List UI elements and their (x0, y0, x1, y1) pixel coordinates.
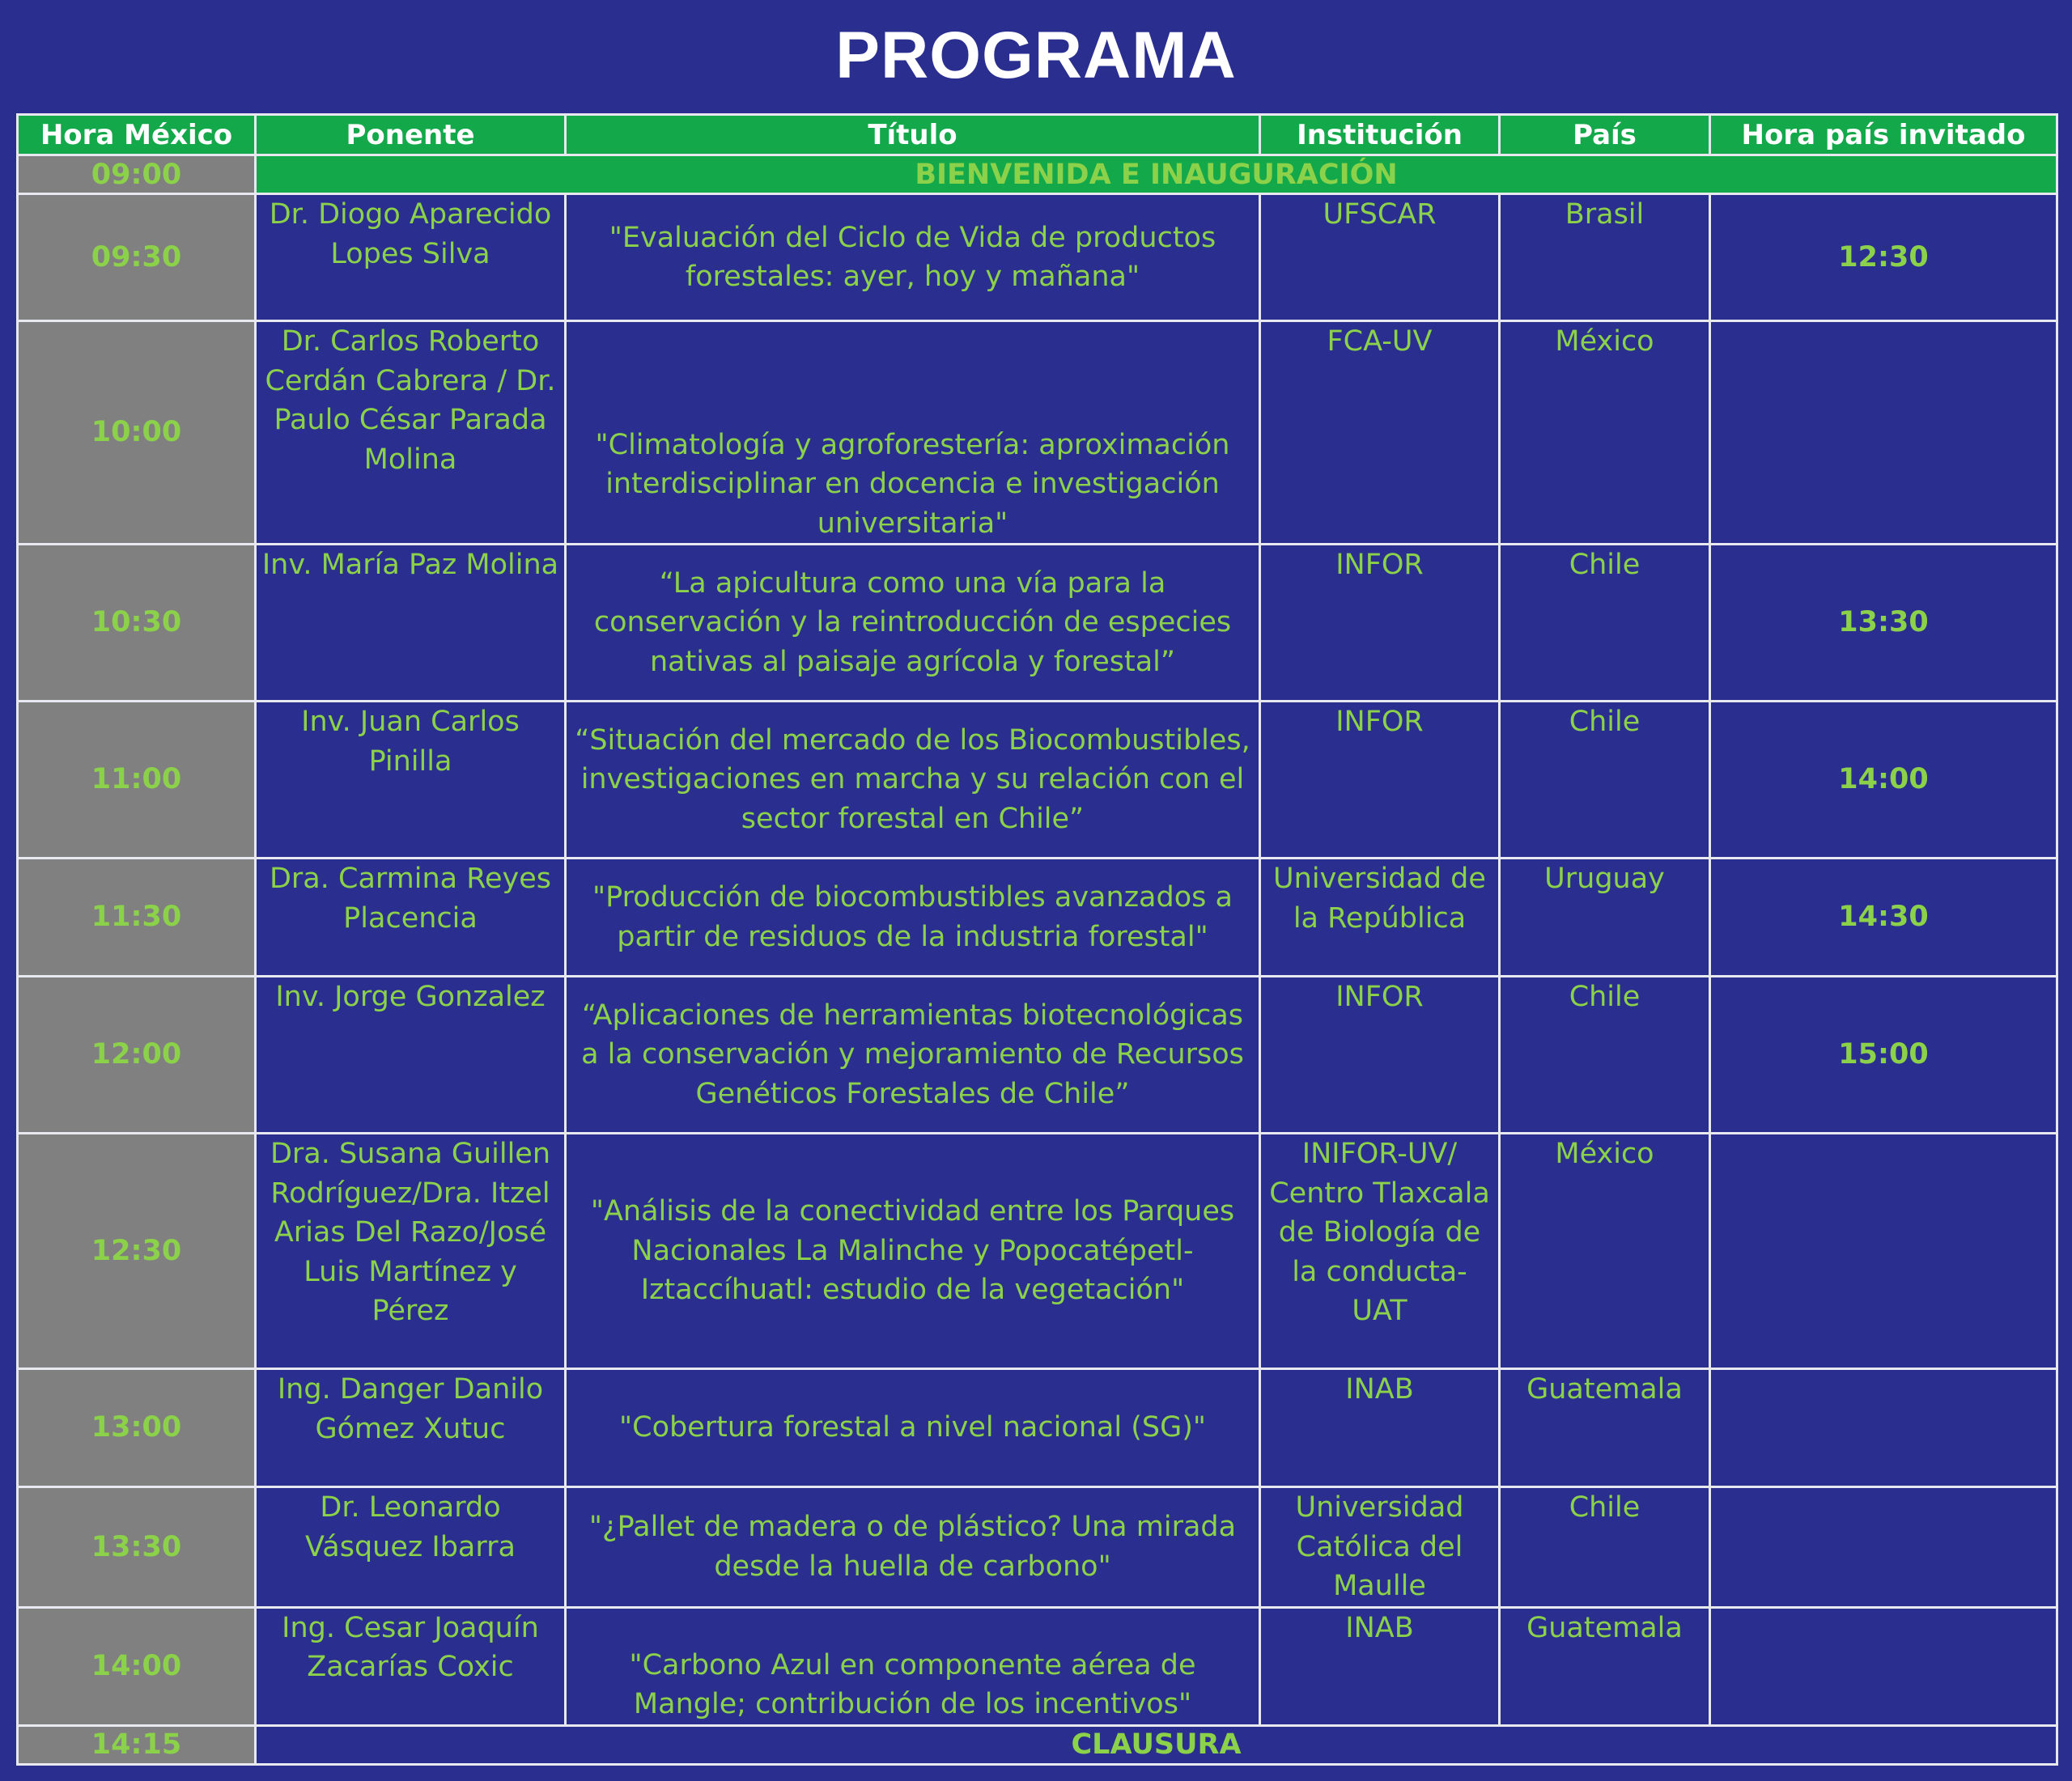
header-pais: País (1500, 115, 1710, 155)
table-row (18, 545, 2057, 702)
row-hora-invitado: 15:00 (1710, 977, 2057, 1134)
page-title: PROGRAMA (835, 19, 1237, 92)
table-row (18, 859, 2057, 977)
row-titulo: "Producción de biocombustibles avanzados a partir de residuos de la industria forestal" (566, 859, 1260, 977)
row-hora-invitado (1710, 1134, 2057, 1369)
header-institucion: Institución (1260, 115, 1500, 155)
row-titulo: "Cobertura forestal a nivel nacional (SG)" (566, 1369, 1260, 1487)
table-row (18, 1487, 2057, 1608)
row-pais: Guatemala (1500, 1607, 1710, 1725)
row-hora-invitado (1710, 1607, 2057, 1725)
row-institucion: INIFOR-UV/ Centro Tlaxcala de Biología de la conducta-UAT (1260, 1134, 1500, 1369)
row-ponente: Dra. Carmina Reyes Placencia (256, 859, 566, 977)
row-ponente: Ing. Danger Danilo Gómez Xutuc (256, 1369, 566, 1487)
header-row (18, 115, 2057, 155)
row-institucion: FCA-UV (1260, 321, 1500, 545)
closing-time: 14:15 (18, 1725, 256, 1764)
row-institucion: INFOR (1260, 702, 1500, 859)
row-ponente: Dr. Carlos Roberto Cerdán Cabrera / Dr. Paulo César Parada Molina (256, 321, 566, 545)
row-pais: Chile (1500, 977, 1710, 1134)
closing-label: CLAUSURA (256, 1725, 2057, 1764)
header-hora-invitado: Hora país invitado (1710, 115, 2057, 155)
closing-row (18, 1725, 2057, 1764)
row-time: 13:30 (18, 1487, 256, 1608)
row-ponente: Ing. Cesar Joaquín Zacarías Coxic (256, 1607, 566, 1725)
row-titulo: "Evaluación del Ciclo de Vida de productos forestales: ayer, hoy y mañana" (566, 194, 1260, 321)
row-titulo: "Análisis de la conectividad entre los Parques Nacionales La Malinche y Popocatépetl-Iztaccíhuatl: estudio de la vegetación" (566, 1134, 1260, 1369)
row-pais: Chile (1500, 1487, 1710, 1608)
row-institucion: INAB (1260, 1369, 1500, 1487)
row-time: 11:30 (18, 859, 256, 977)
table-row (18, 1607, 2057, 1725)
row-pais: Uruguay (1500, 859, 1710, 977)
row-time: 09:30 (18, 194, 256, 321)
row-ponente: Inv. María Paz Molina (256, 545, 566, 702)
table-row (18, 321, 2057, 545)
row-ponente: Dra. Susana Guillen Rodríguez/Dra. Itzel Arias Del Razo/José Luis Martínez y Pérez (256, 1134, 566, 1369)
row-institucion: Universidad Católica del Maulle (1260, 1487, 1500, 1608)
row-ponente: Inv. Juan Carlos Pinilla (256, 702, 566, 859)
row-time: 12:30 (18, 1134, 256, 1369)
row-time: 12:00 (18, 977, 256, 1134)
row-pais: México (1500, 321, 1710, 545)
row-ponente: Inv. Jorge Gonzalez (256, 977, 566, 1134)
row-pais: Chile (1500, 545, 1710, 702)
row-hora-invitado: 14:30 (1710, 859, 2057, 977)
opening-time: 09:00 (18, 155, 256, 194)
row-time: 14:00 (18, 1607, 256, 1725)
row-hora-invitado (1710, 1487, 2057, 1608)
row-hora-invitado (1710, 321, 2057, 545)
row-hora-invitado: 12:30 (1710, 194, 2057, 321)
row-institucion: INAB (1260, 1607, 1500, 1725)
row-pais: Chile (1500, 702, 1710, 859)
row-institucion: INFOR (1260, 545, 1500, 702)
table-row (18, 977, 2057, 1134)
row-titulo: “Aplicaciones de herramientas biotecnológicas a la conservación y mejoramiento de Recursos Genéticos Forestales de Chile” (566, 977, 1260, 1134)
program-table (16, 113, 2058, 1766)
row-titulo: "¿Pallet de madera o de plástico? Una mirada desde la huella de carbono" (566, 1487, 1260, 1608)
row-hora-invitado: 13:30 (1710, 545, 2057, 702)
row-pais: Guatemala (1500, 1369, 1710, 1487)
opening-row (18, 155, 2057, 194)
row-ponente: Dr. Leonardo Vásquez Ibarra (256, 1487, 566, 1608)
row-pais: Brasil (1500, 194, 1710, 321)
row-hora-invitado (1710, 1369, 2057, 1487)
header-ponente: Ponente (256, 115, 566, 155)
row-hora-invitado: 14:00 (1710, 702, 2057, 859)
row-titulo: “Situación del mercado de los Biocombustibles, investigaciones en marcha y su relación con el sector forestal en Chile” (566, 702, 1260, 859)
row-ponente: Dr. Diogo Aparecido Lopes Silva (256, 194, 566, 321)
row-institucion: UFSCAR (1260, 194, 1500, 321)
row-institucion: INFOR (1260, 977, 1500, 1134)
row-time: 13:00 (18, 1369, 256, 1487)
row-time: 10:00 (18, 321, 256, 545)
table-row (18, 702, 2057, 859)
header-titulo: Título (566, 115, 1260, 155)
table-row (18, 1369, 2057, 1487)
row-institucion: Universidad de la República (1260, 859, 1500, 977)
header-hora-mexico: Hora México (18, 115, 256, 155)
row-time: 11:00 (18, 702, 256, 859)
opening-label: BIENVENIDA E INAUGURACIÓN (256, 155, 2057, 194)
row-pais: México (1500, 1134, 1710, 1369)
row-titulo: "Carbono Azul en componente aérea de Mangle; contribución de los incentivos" (566, 1607, 1260, 1725)
row-time: 10:30 (18, 545, 256, 702)
table-row (18, 194, 2057, 321)
table-row (18, 1134, 2057, 1369)
row-titulo: "Climatología y agroforestería: aproximación interdisciplinar en docencia e investigación universitaria" (566, 321, 1260, 545)
row-titulo: “La apicultura como una vía para la conservación y la reintroducción de especies nativas al paisaje agrícola y forestal” (566, 545, 1260, 702)
